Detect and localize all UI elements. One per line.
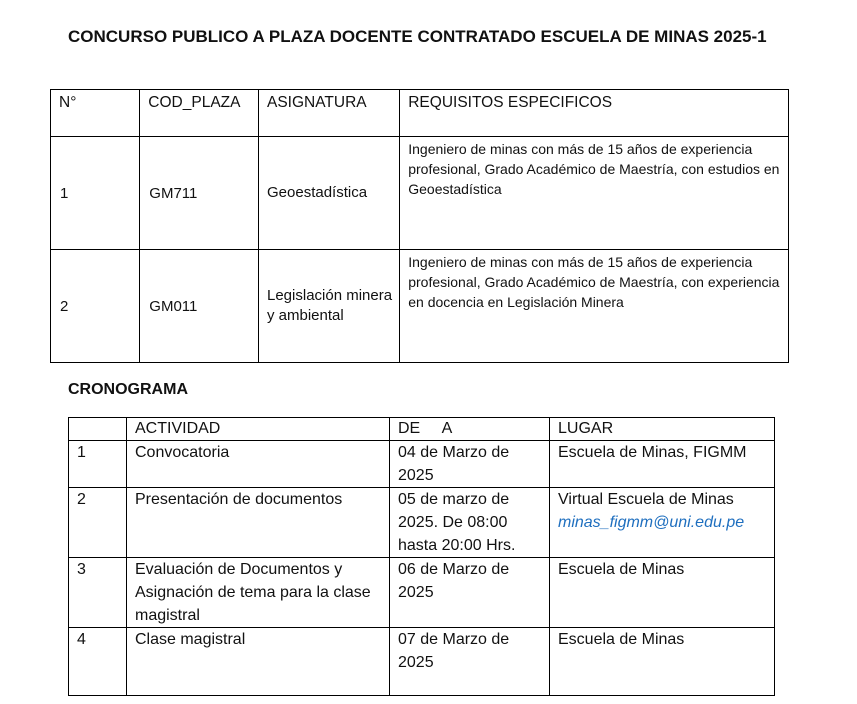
header-cod-plaza: COD_PLAZA: [140, 90, 259, 137]
row-number: 1: [69, 441, 127, 488]
row-actividad: Clase magistral: [127, 628, 390, 696]
row-actividad: Convocatoria: [127, 441, 390, 488]
row-actividad: Evaluación de Documentos y Asignación de tema para la clase magistral: [127, 558, 390, 628]
header-fechas: DE A: [390, 418, 550, 441]
row-lugar: Escuela de Minas: [550, 558, 775, 628]
row-lugar-cell: [550, 488, 775, 558]
row-fecha: 07 de Marzo de 2025: [390, 628, 550, 696]
table-row: [69, 441, 775, 488]
cronograma-table: [68, 417, 775, 696]
table-row: [69, 628, 775, 696]
table-row: [69, 488, 775, 558]
section-title: CRONOGRAMA: [68, 381, 188, 398]
row-fecha: 06 de Marzo de 2025: [390, 558, 550, 628]
row-asignatura: Legislación minera y ambiental: [259, 250, 400, 363]
row-fecha: 04 de Marzo de 2025: [390, 441, 550, 488]
row-fecha: 05 de marzo de 2025. De 08:00 hasta 20:00 Hrs.: [390, 488, 550, 558]
row-cod-plaza: GM711: [140, 137, 259, 250]
row-number: 3: [69, 558, 127, 628]
row-requisitos: Ingeniero de minas con más de 15 años de experiencia profesional, Grado Académico de Maestría, con estudios en Geoestadística: [400, 137, 789, 250]
row-number: 2: [51, 250, 140, 363]
row-lugar: Escuela de Minas: [550, 628, 775, 696]
row-cod-plaza: GM011: [140, 250, 259, 363]
table-row: [51, 250, 789, 363]
row-lugar: Escuela de Minas, FIGMM: [550, 441, 775, 488]
row-requisitos: Ingeniero de minas con más de 15 años de experiencia profesional, Grado Académico de Maestría, con experiencia en docencia en Legislación Minera: [400, 250, 789, 363]
row-asignatura: Geoestadística: [259, 137, 400, 250]
header-lugar: LUGAR: [550, 418, 775, 441]
header-n: N°: [51, 90, 140, 137]
row-number: 1: [51, 137, 140, 250]
page-title: CONCURSO PUBLICO A PLAZA DOCENTE CONTRATADO ESCUELA DE MINAS 2025-1: [68, 27, 767, 46]
header-n: [69, 418, 127, 441]
table-header-row: [51, 90, 789, 137]
row-actividad: Presentación de documentos: [127, 488, 390, 558]
table-header-row: [69, 418, 775, 441]
table-row: [69, 558, 775, 628]
header-actividad: ACTIVIDAD: [127, 418, 390, 441]
email-link[interactable]: minas_figmm@uni.edu.pe: [558, 514, 745, 531]
header-asignatura: ASIGNATURA: [259, 90, 400, 137]
row-lugar: Virtual Escuela de Minas: [558, 491, 734, 508]
table-row: [51, 137, 789, 250]
plazas-table: [50, 89, 789, 363]
row-number: 2: [69, 488, 127, 558]
row-number: 4: [69, 628, 127, 696]
header-requisitos: REQUISITOS ESPECIFICOS: [400, 90, 789, 137]
